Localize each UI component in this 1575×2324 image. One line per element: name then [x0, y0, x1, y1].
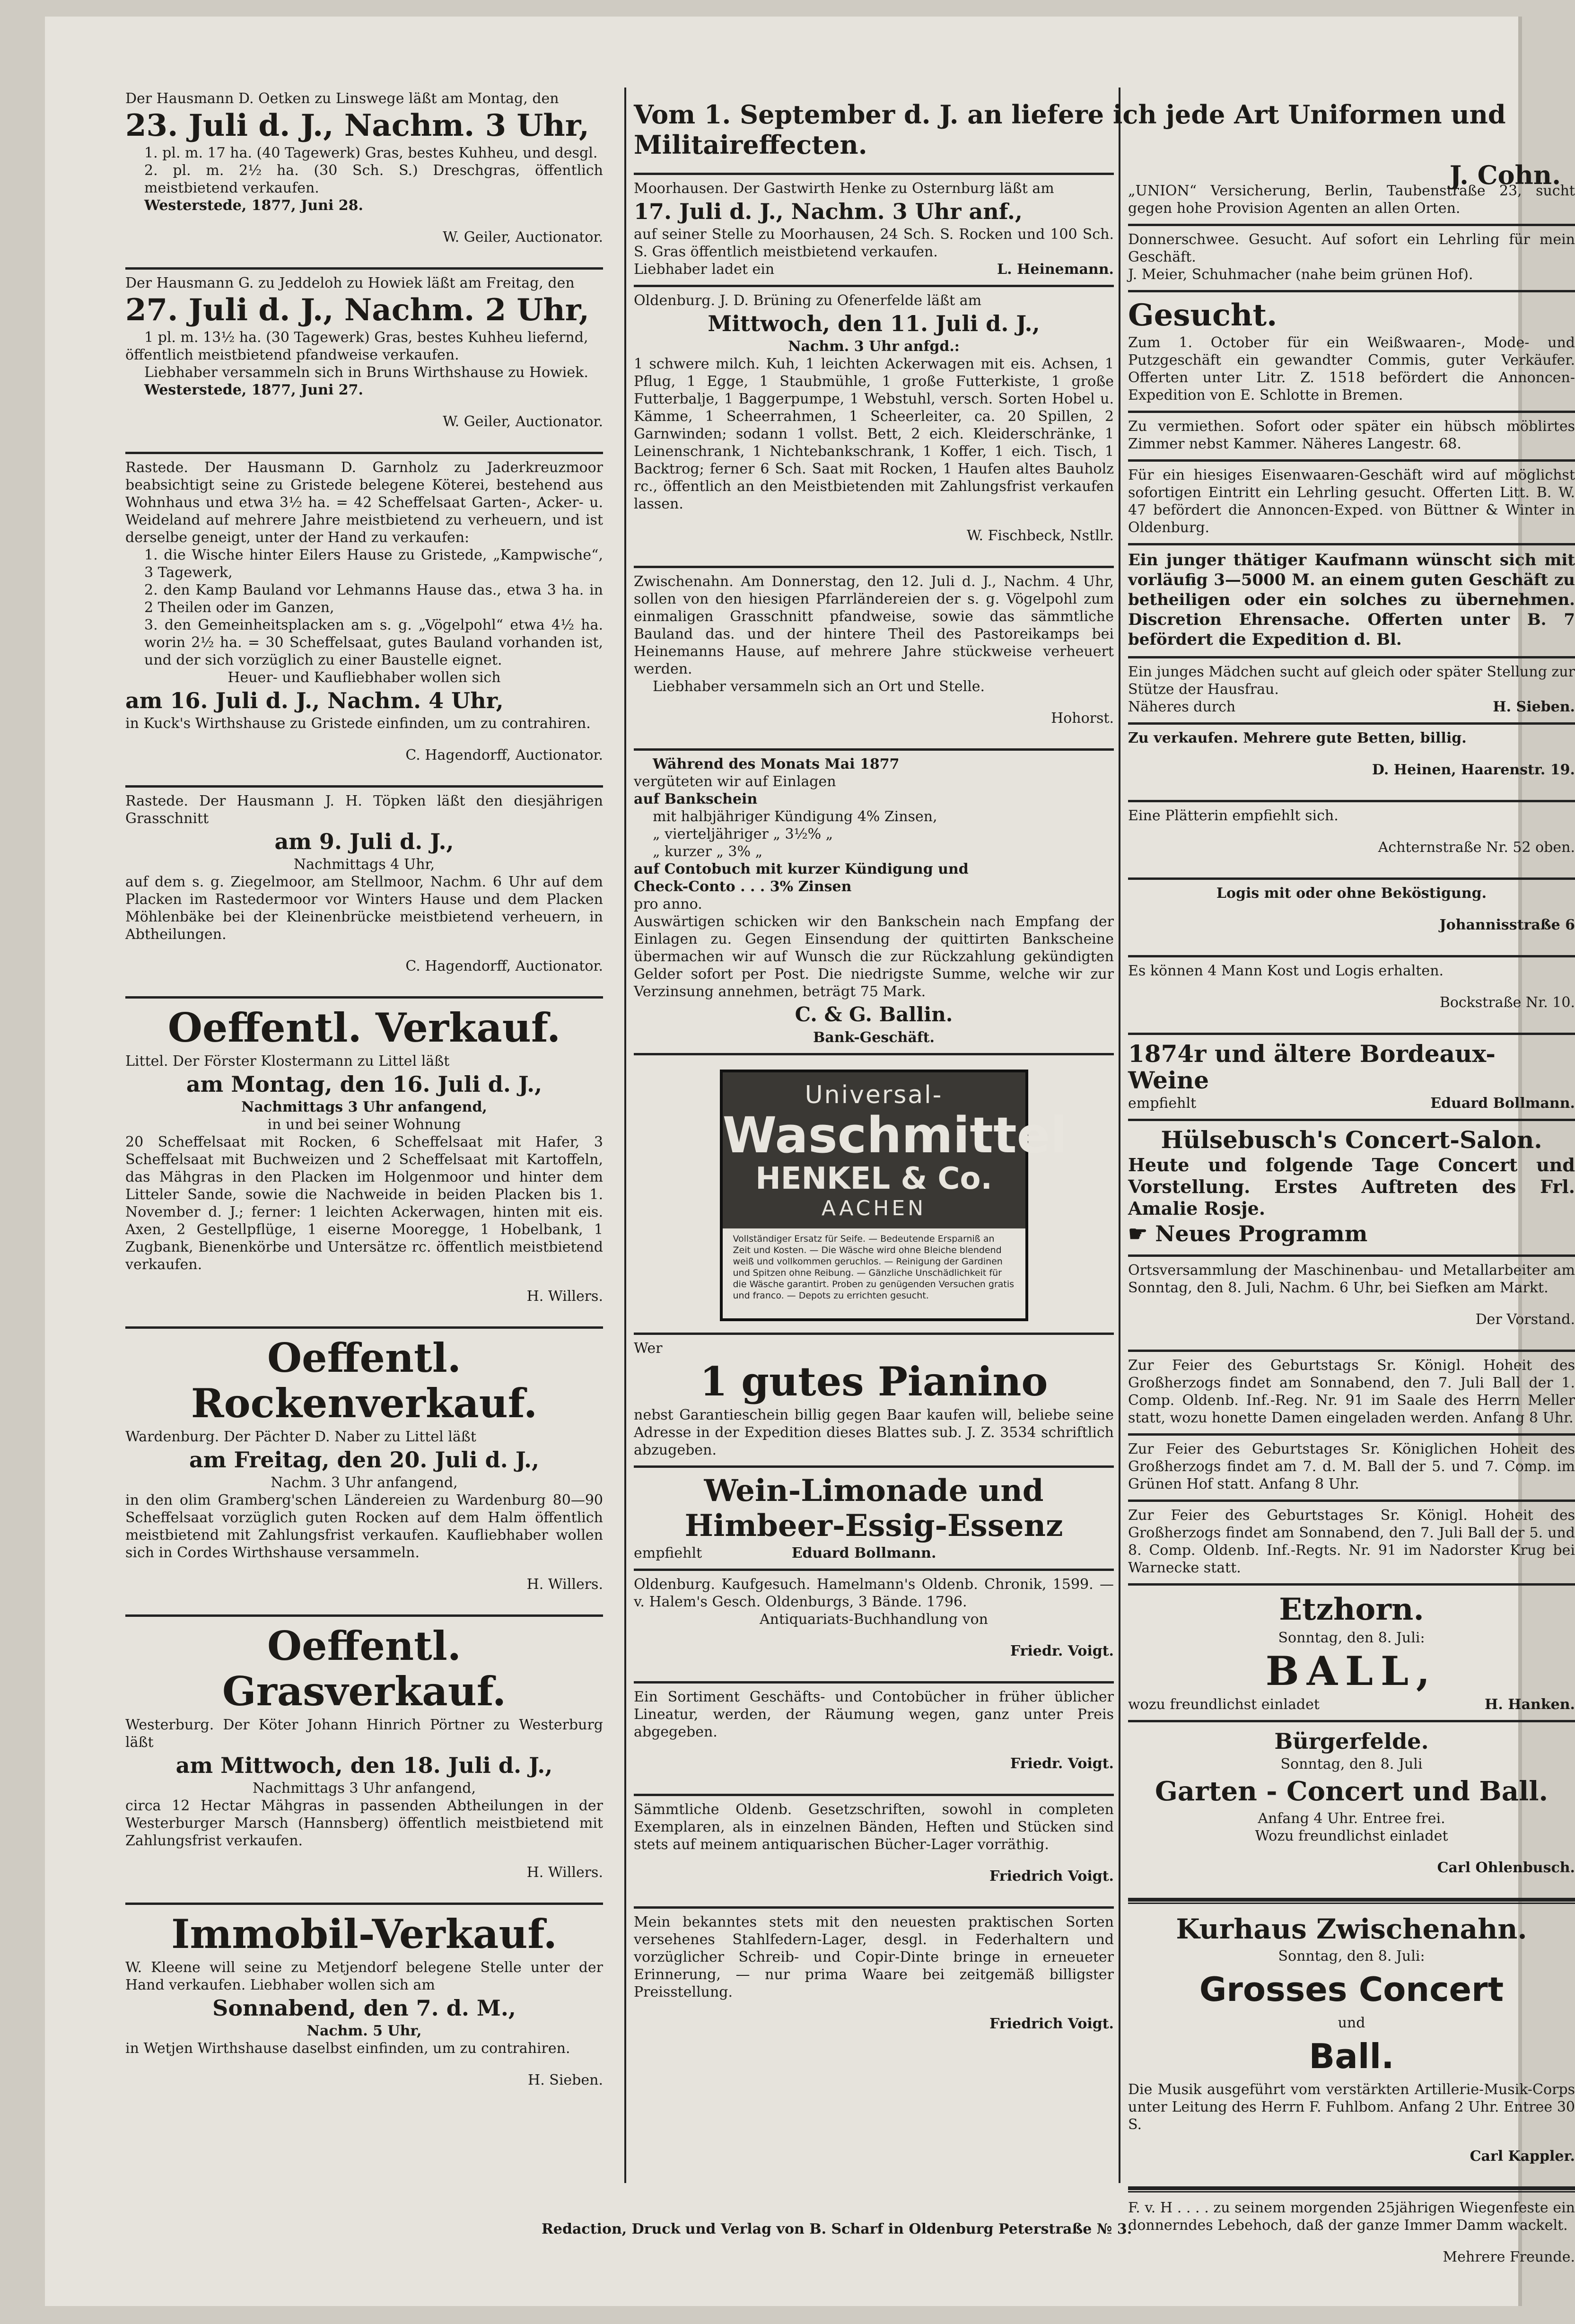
ad-oldenburg-bruening: Oldenburg. J. D. Brüning zu Ofenerfelde läßt am Mittwoch, den 11. Juli d. J., Nachm. 3 Uhr anfgd.: 1 schwere milch. Kuh, 1 leichten Ackerwagen mit eis. Achsen, 1 Pflug, 1 Egge, 1 Staubmühle, 1 große Futterkiste, 1 große Futterbalje, 1 Baggerpumpe, 1 Webstuhl, versch. Sorten Hobel u. Kämme, 1 Scheerrahmen, 1 Scheerleiter, ca. 20 Spillen, 2 Garnwinden; sodann 1 vollst. Bett, 2 eich. Kleiderschränke, 1 Leinenschrank, 1 Nichtebankschrank, 1 Koffer, 1 eich. Tisch, 1 Backtrog; ferner 6 Sch. Saat mit Rocken, 1 Haufen altes Bauholz rc., öffentlich an den Meistbietenden mit Zahlungsfrist verkaufen lassen. W. Fischbeck, Nstllr.	[634, 287, 1114, 568]
ad-zu-vermiethen: Zu vermiethen. Sofort oder später ein hübsch möblirtes Zimmer nebst Kammer. Näheres Langestr. 68.	[1128, 413, 1575, 462]
ad-geburtstag-1: Zur Feier des Geburtstags Sr. Königl. Hoheit des Großherzogs findet am Sonnabend, den 7. Juli Ball der 1. Comp. Oldenb. Inf.-Reg. Nr. 91 im Saale des Herrn Meller statt, wozu honette Damen eingeladen werden. Anfang 8 Uhr.	[1128, 1352, 1575, 1436]
ad-stahlfedern: Mein bekanntes stets mit den neuesten praktischen Sorten versehenes Stahlfedern-Lager, desgl. in Federhaltern und vorzüglicher Schreib- und Copir-Dinte bringe in erneueter Erinnerung, — nur prima Waare bei zeitgemäß billigster Preisstellung. Friedrich Voigt.	[634, 1914, 1114, 2032]
ad-immobil-verkauf: Immobil-Verkauf. W. Kleene will seine zu Metjendorf belegene Stelle unter der Hand verkaufen. Liebhaber wollen sich am Sonnabend, den 7. d. M., Nachm. 5 Uhr, in Wetjen Wirthshause daselbst einfinden, um zu contrahiren. H. Sieben.	[125, 1911, 603, 2088]
ad-gesucht-commis: Gesucht. Zum 1. October für ein Weißwaaren-, Mode- und Putzgeschäft ein gewandter Commis, guter Verkäufer. Offerten unter Litr. Z. 1518 befördert die Annoncen-Expedition von E. Schlotte in Bremen.	[1128, 292, 1575, 413]
ad-betten: Zu verkaufen. Mehrere gute Betten, billig. D. Heinen, Haarenstr. 19.	[1128, 725, 1575, 802]
ad-eisenwaaren: Für ein hiesiges Eisenwaaren-Geschäft wird auf möglichst sofortigen Eintritt ein Lehrling gesucht. Offerten Litt. B. W. 47 befördert die Annoncen-Exped. von Büttner & Winter in Oldenburg.	[1128, 462, 1575, 545]
imprint-footer: Redaction, Druck und Verlag von B. Scharf in Oldenburg Peterstraße № 3.	[542, 2221, 1132, 2237]
ad-rastede-toepken: Rastede. Der Hausmann J. H. Töpken läßt den diesjährigen Grasschnitt am 9. Juli d. J., Nachmittags 4 Uhr, auf dem s. g. Ziegelmoor, am Stellmoor, Nachm. 6 Uhr auf dem Placken im Rastedermoor vor Winters Hause und dem Placken Möhlenbäke bei der Kleinenbrücke meistbietend verheuern, in Abtheilungen. C. Hagendorff, Auctionator.	[125, 788, 603, 999]
ad-donnerschwee: Donnerschwee. Gesucht. Auf sofort ein Lehrling für mein Geschäft. J. Meier, Schuhmacher (nahe beim grünen Hof).	[1128, 226, 1575, 292]
column-2	[634, 173, 1114, 2054]
ad-buergerfelde: Bürgerfelde. Sonntag, den 8. Juli Garten - Concert und Ball. Anfang 4 Uhr. Entree frei. Wozu freundlichst einladet Carl Ohlenbusch.	[1128, 1722, 1575, 1900]
newspaper-page	[45, 17, 1575, 2306]
ad-concert-salon: Hülsebusch's Concert-Salon. Heute und folgende Tage Concert und Vorstellung. Erstes Auftreten des Frl. Amalie Rosje. ☛ Neues Programm	[1128, 1121, 1575, 1257]
ad-kaufgesuch: Oldenburg. Kaufgesuch. Hamelmann's Oldenb. Chronik, 1599. — v. Halem's Gesch. Oldenburgs, 3 Bände. 1796. Antiquariats-Buchhandlung von Friedr. Voigt.	[634, 1571, 1114, 1684]
hand-pointer-icon: ☛	[1128, 1221, 1155, 1246]
ad-etzhorn: Etzhorn. Sonntag, den 8. Juli: BALL, wozu freundlichst einladet H. Hanken.	[1128, 1586, 1575, 1722]
ad-grasverkauf: Oeffentl. Grasverkauf. Westerburg. Der Köter Johann Hinrich Pörtner zu Westerburg läßt am Mittwoch, den 18. Juli d. J., Nachmittags 3 Uhr anfangend, circa 12 Hectar Mähgras in passenden Abtheilungen in der Westerburger Marsch (Hannsberg) öffentlich meistbietend mit Zahlungsfrist verkaufen. H. Willers.	[125, 1617, 603, 1905]
top-notice: Vom 1. September d. J. an liefere ich jede Art Uniformen und Militaireffecten. J. Cohn.	[634, 99, 1561, 190]
ad-howiek: Der Hausmann G. zu Jeddeloh zu Howiek läßt am Freitag, den 27. Juli d. J., Nachm. 2 Uhr, 1 pl. m. 13½ ha. (30 Tagewerk) Gras, bestes Kuhheu liefernd, öffentlich meistbietend pfandweise verkaufen. Liebhaber versammeln sich in Bruns Wirthshause zu Howiek. Westerstede, 1877, Juni 27. W. Geiler, Auctionator.	[125, 270, 603, 454]
column-1	[125, 85, 603, 2110]
column-rule-2	[1119, 88, 1120, 2183]
ad-bordeaux: 1874r und ältere Bordeaux-Weine empfiehlt Eduard Bollmann.	[1128, 1035, 1575, 1121]
ad-rockenverkauf: Oeffentl. Rockenverkauf. Wardenburg. Der Pächter D. Naber zu Littel läßt am Freitag, den 20. Juli d. J., Nachm. 3 Uhr anfangend, in den olim Gramberg'schen Ländereien zu Wardenburg 80—90 Scheffelsaat vorzüglich guten Rocken auf dem Halm öffentlich meistbietend mit Zahlungsfrist verkaufen. Kaufliebhaber wollen sich in Cordes Wirthshause versammeln. H. Willers.	[125, 1329, 603, 1617]
column-rule-1	[624, 88, 626, 2183]
ad-kaufmann: Ein junger thätiger Kaufmann wünscht sich mit vorläufig 3—5000 M. an einem guten Geschäft zu betheiligen oder ein solches zu übernehmen. Discretion Ehrensache. Offerten unter B. 7 befördert die Expedition d. Bl.	[1128, 545, 1575, 658]
ad-kurhaus: Kurhaus Zwischenahn. Sonntag, den 8. Juli: Grosses Concert und Ball. Die Musik ausgeführt vom verstärkten Artillerie-Musik-Corps unter Leitung des Herrn F. Fuhlbom. Anfang 2 Uhr. Entree 30 S. Carl Kappler.	[1128, 1900, 1575, 2189]
ad-ballin-bank: Während des Monats Mai 1877 vergüteten wir auf Einlagen auf Bankschein mit halbjähriger Kündigung 4% Zinsen, „ vierteljähriger „ 3½% „ „ kurzer „ 3% „ auf Contobuch mit kurzer Kündigung und Check-Conto . . . 3% Zinsen pro anno. Auswärtigen schicken wir den Bankschein nach Empfang der Einlagen zu. Gegen Einsendung der quittirten Bankscheine übermachen wir auf Wunsch die zur Rückzahlung gekündigten Gelder sofort per Post. Die niedrigste Summe, welche wir zur Verzinsung annehmen, beträgt 75 Mark. C. & G. Ballin. Bank-Geschäft.	[634, 751, 1114, 1055]
ad-ortsversammlung: Ortsversammlung der Maschinenbau- und Metallarbeiter am Sonntag, den 8. Juli, Nachm. 6 Uhr, bei Siefken am Markt. Der Vorstand.	[1128, 1257, 1575, 1352]
ad-zwischenahn-pfarr: Zwischenahn. Am Donnerstag, den 12. Juli d. J., Nachm. 4 Uhr, sollen von den hiesigen Pfarrländereien der s. g. Vögelpohl zum einmaligen Grasschnitt pfandweise, sowie das sämmtliche Bauland das. und der hintere Theil des Pastoreikamps bei Heinemanns Hause, auf mehrere Jahre stückweise verheuert werden. Liebhaber versammeln sich an Ort und Stelle. Hohorst.	[634, 568, 1114, 751]
ad-pianino: Wer 1 gutes Pianino nebst Garantieschein billig gegen Baar kaufen will, beliebe seine Adresse in der Expedition dieses Blattes sub. J. Z. 3534 schriftlich abzugeben.	[634, 1335, 1114, 1468]
ad-kost-logis: Es können 4 Mann Kost und Logis erhalten. Bockstraße Nr. 10.	[1128, 957, 1575, 1035]
ad-maedchen: Ein junges Mädchen sucht auf gleich oder später Stellung zur Stütze der Hausfrau. Näheres durch H. Sieben.	[1128, 658, 1575, 725]
ad-plaetterin: Eine Plätterin empfiehlt sich. Achternstraße Nr. 52 oben.	[1128, 802, 1575, 880]
ad-logis: Logis mit oder ohne Beköstigung. Johannisstraße 6	[1128, 880, 1575, 957]
ad-moorhausen: Moorhausen. Der Gastwirth Henke zu Osternburg läßt am 17. Juli d. J., Nachm. 3 Uhr anf., auf seiner Stelle zu Moorhausen, 24 Sch. S. Rocken und 100 Sch. S. Gras öffentlich meistbietend verkaufen. Liebhaber ladet ein L. Heinemann.	[634, 173, 1114, 287]
ad-fvh: F. v. H . . . . zu seinem morgenden 25jährigen Wiegenfeste ein donnerndes Lebehoch, daß der ganze Immer Damm wackelt. Mehrere Freunde.	[1128, 2189, 1575, 2287]
ad-henkel	[634, 1055, 1114, 1335]
henkel-logo: Universal- Waschmittel HENKEL & Co. AACHEN Vollständiger Ersatz für Seife. — Bedeutende Ersparniß an Zeit und Kosten. — Die Wäsche wird ohne Bleiche blendend weiß und vollkommen geruchlos. — Reinigung der Gardinen und Spitzen ohne Reibung. — Gänzliche Unschädlichkeit für die Wäsche garantirt. Proben zu genügenden Versuchen gratis und franco. — Depots zu errichten gesucht.	[720, 1070, 1028, 1321]
ad-oeffentl-verkauf: Oeffentl. Verkauf. Littel. Der Förster Klostermann zu Littel läßt am Montag, den 16. Juli d. J., Nachmittags 3 Uhr anfangend, in und bei seiner Wohnung 20 Scheffelsaat mit Rocken, 6 Scheffelsaat mit Hafer, 3 Scheffelsaat mit Buchweizen und 2 Scheffelsaat mit Kartoffeln, das Mähgras in den Placken im Holgenmoor und hinter dem Litteler Sande, sowie die Nachweide in beiden Placken bis 1. November d. J.; ferner: 1 leichten Ackerwagen, hinten mit eis. Axen, 2 Gestellpflüge, 1 eiserne Mooregge, 1 Hobelbank, 1 Zugbank, Bienenkörbe und Untersätze rc. öffentlich meistbietend verkaufen. H. Willers.	[125, 999, 603, 1329]
ad-rastede-garnholz: Rastede. Der Hausmann D. Garnholz zu Jaderkreuzmoor beabsichtigt seine zu Gristede belegene Köterei, bestehend aus Wohnhaus und etwa 3½ ha. = 42 Scheffelsaat Garten-, Acker- u. Weideland auf mehrere Jahre meistbietend zu verheuern, und ist derselbe geneigt, unter der Hand zu verkaufen: 1. die Wische hinter Eilers Hause zu Gristede, „Kampwische“, 3 Tagewerk, 2. den Kamp Bauland vor Lehmanns Hause das., etwa 3 ha. in 2 Theilen oder im Ganzen, 3. den Gemeinheitsplacken am s. g. „Vögelpohl“ etwa 4½ ha. worin 2½ ha. = 30 Scheffelsaat, gutes Bauland vorhanden ist, und der sich vorzüglich zu einer Baustelle eignet. Heuer- und Kaufliebhaber wollen sich am 16. Juli d. J., Nachm. 4 Uhr, in Kuck's Wirthshause zu Gristede einfinden, um zu contrahiren. C. Hagendorff, Auctionator.	[125, 454, 603, 788]
ad-geburtstag-2: Zur Feier des Geburtstages Sr. Königlichen Hoheit des Großherzogs findet am 7. d. M. Ball der 5. und 7. Comp. im Grünen Hof statt. Anfang 8 Uhr.	[1128, 1436, 1575, 1502]
ad-contobuecher: Ein Sortiment Geschäfts- und Contobücher in früher üblicher Lineatur, werden, der Räumung wegen, ganz unter Preis abgegeben. Friedr. Voigt.	[634, 1684, 1114, 1796]
ad-geburtstag-3: Zur Feier des Geburtstages Sr. Königl. Hoheit des Großherzogs findet am Sonnabend, den 7. Juli Ball der 5. und 8. Comp. Oldenb. Inf.-Regts. Nr. 91 im Nadorster Krug bei Warnecke statt.	[1128, 1502, 1575, 1586]
ad-wein-limonade: Wein-Limonade und Himbeer-Essig-Essenz empfiehlt Eduard Bollmann.	[634, 1468, 1114, 1571]
ad-union: „UNION“ Versicherung, Berlin, Taubenstraße 23, sucht gegen hohe Provision Agenten an allen Orten.	[1128, 177, 1575, 226]
ad-gesetzschriften: Sämmtliche Oldenb. Gesetzschriften, sowohl in completen Exemplaren, als in einzelnen Bänden, Heften und Stücken sind stets auf meinem antiquarischen Bücher-Lager vorräthig. Friedrich Voigt.	[634, 1796, 1114, 1909]
column-3	[1128, 177, 1575, 2287]
ad-linswege: Der Hausmann D. Oetken zu Linswege läßt am Montag, den 23. Juli d. J., Nachm. 3 Uhr, 1. pl. m. 17 ha. (40 Tagewerk) Gras, bestes Kuhheu, und desgl. 2. pl. m. 2½ ha. (30 Sch. S.) Dreschgras, öffentlich meistbietend verkaufen. Westerstede, 1877, Juni 28. W. Geiler, Auctionator.	[125, 85, 603, 270]
